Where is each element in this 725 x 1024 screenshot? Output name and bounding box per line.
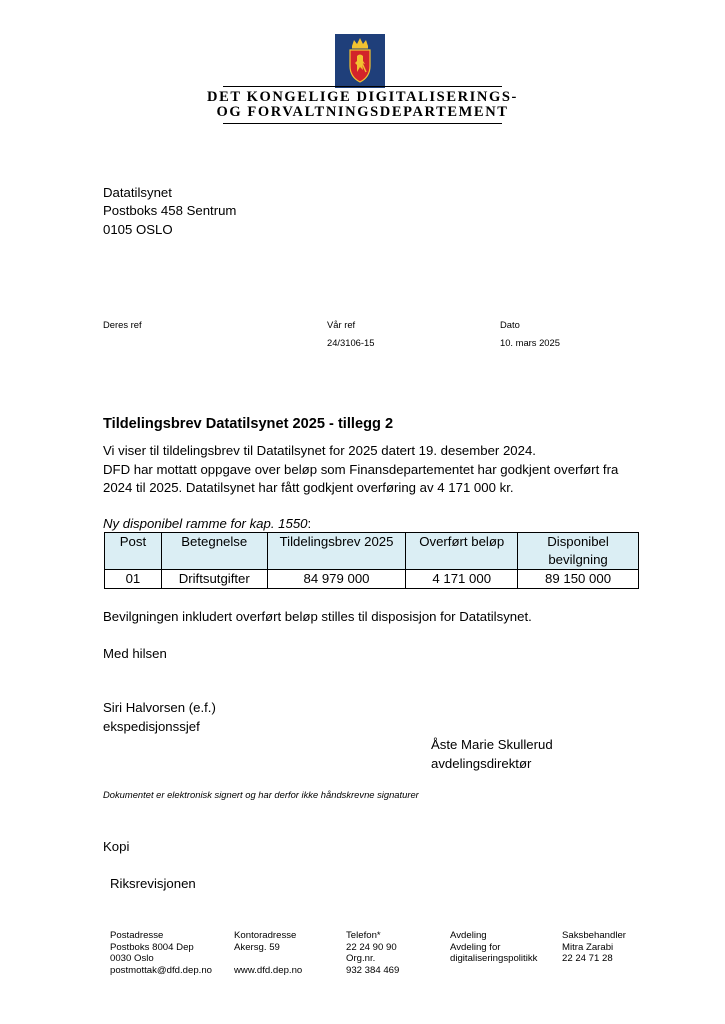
- recipient-street: Postboks 458 Sentrum: [103, 203, 237, 219]
- dato-label: Dato: [500, 319, 520, 330]
- footer-line: Saksbehandler: [562, 930, 627, 941]
- signer-2-title: avdelingsdirektør: [431, 755, 532, 771]
- table-cell: 89 150 000: [518, 570, 639, 589]
- table-cell: Driftsutgifter: [161, 570, 267, 589]
- table-header-row: [105, 533, 639, 570]
- footer-line: Postboks 8004 Dep: [110, 941, 194, 953]
- footer-line: 22 24 71 28: [562, 953, 613, 965]
- copy-recipient: Riksrevisjonen: [110, 876, 196, 891]
- footer-line: [234, 953, 302, 965]
- footer-telefon: [346, 930, 399, 976]
- footer-line: Postadresse: [110, 930, 164, 941]
- signer-2-name: Åste Marie Skullerud: [431, 737, 553, 752]
- recipient-name: Datatilsynet: [103, 185, 172, 200]
- signer-1-title: ekspedisjonssjef: [103, 718, 200, 734]
- table-row: [105, 570, 639, 589]
- var-ref-value: 24/3106-15: [327, 337, 375, 348]
- intro-line-1: Vi viser til tildelingsbrev til Datatilsynet for 2025 datert 19. desember 2024.: [103, 443, 536, 458]
- intro-line-3: 2024 til 2025. Datatilsynet har fått godkjent overføring av 4 171 000 kr.: [103, 480, 514, 495]
- footer-line: Akersg. 59: [234, 941, 280, 953]
- copy-label: Kopi: [103, 839, 130, 854]
- dato-value: 10. mars 2025: [500, 337, 560, 348]
- footer-avdeling: [450, 930, 537, 965]
- table-caption-suffix: :: [307, 516, 312, 531]
- footer-line: Telefon*: [346, 930, 381, 941]
- table-cell: 84 979 000: [267, 570, 406, 589]
- table-cell: 4 171 000: [406, 570, 518, 589]
- table-header-cell: Tildelingsbrev 2025: [267, 533, 406, 570]
- greeting: Med hilsen: [103, 646, 167, 661]
- department-name-line1: DET KONGELIGE DIGITALISERINGS-: [207, 89, 518, 105]
- intro-paragraph: [103, 442, 618, 498]
- signer-2: [431, 736, 553, 773]
- table-header-cell: Betegnelse: [161, 533, 267, 570]
- table-caption-text: Ny disponibel ramme for kap. 1550: [103, 516, 308, 531]
- footer-kontoradresse: [234, 930, 302, 976]
- footer-line: www.dfd.dep.no: [234, 964, 303, 976]
- footer-line: 0030 Oslo: [110, 953, 154, 965]
- var-ref-label: Vår ref: [327, 319, 356, 330]
- allocation-statement: Bevilgningen inkludert overført beløp stilles til disposisjon for Datatilsynet.: [103, 609, 532, 624]
- footer-line: Mitra Zarabi: [562, 941, 614, 953]
- table-header-cell: Post: [105, 533, 162, 570]
- department-name-line2: OG FORVALTNINGSDEPARTEMENT: [216, 104, 509, 120]
- footer-line: Kontoradresse: [234, 930, 297, 941]
- table-caption: [103, 515, 311, 534]
- deres-ref-label: Deres ref: [103, 319, 142, 330]
- header-rule-bottom: [223, 123, 502, 124]
- recipient-address: [103, 184, 236, 239]
- table-header-cell: Disponibel bevilgning: [518, 533, 639, 570]
- signer-1-name: Siri Halvorsen (e.f.): [103, 700, 216, 715]
- footer-saksbehandler: [562, 930, 626, 965]
- footer-line: postmottak@dfd.dep.no: [110, 964, 213, 976]
- table-cell: 01: [105, 570, 162, 589]
- signer-1: [103, 699, 216, 736]
- riksvapen-crest-icon: [335, 34, 385, 88]
- letter-title: Tildelingsbrev Datatilsynet 2025 - tillegg 2: [103, 416, 394, 432]
- recipient-postal: 0105 OSLO: [103, 221, 173, 237]
- footer-line: Org.nr.: [346, 953, 376, 965]
- footer-line: 22 24 90 90: [346, 941, 397, 953]
- footer-line: 932 384 469: [346, 964, 400, 976]
- footer-line: digitaliseringspolitikk: [450, 953, 538, 965]
- header-rule-top: [223, 86, 502, 87]
- intro-line-2: DFD har mottatt oppgave over beløp som Finansdepartementet har godkjent overført fra: [103, 461, 619, 477]
- footer-postadresse: [110, 930, 212, 976]
- electronic-signature-note: Dokumentet er elektronisk signert og har derfor ikke håndskrevne signaturer: [103, 789, 419, 800]
- budget-table: [104, 532, 639, 589]
- footer-line: Avdeling: [450, 930, 487, 941]
- table-header-cell: Overført beløp: [406, 533, 518, 570]
- footer-line: Avdeling for: [450, 941, 501, 953]
